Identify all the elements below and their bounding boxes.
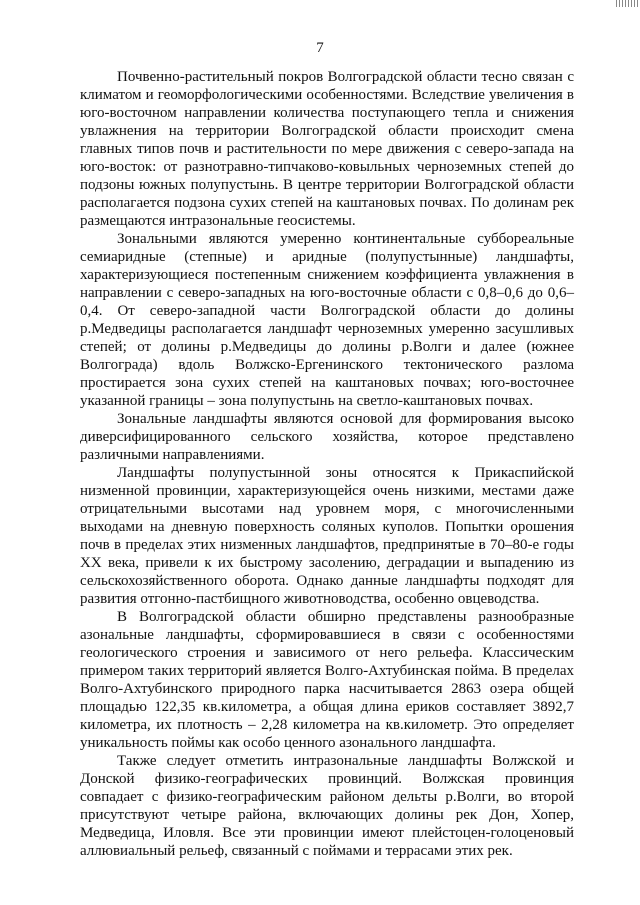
- paragraph-agriculture-basis: Зональные ландшафты являются основой для формирования высоко диверсифицированного сельского хозяйства, которое представлено различными направлениями.: [80, 411, 574, 463]
- page-number: 7: [316, 40, 324, 56]
- paragraph-soil-vegetation: Почвенно-растительный покров Волгоградской области тесно связан с климатом и геоморфологическими особенностями. Вследствие увеличения в юго-восточном направлении количества поступающего тепла и снижения увлажнения на территории Волгоградской области происходит смена главных типов почв и растительности по мере движения с северо-запада на юго-восток: от разнотравно-типчаково-ковыльных черноземных степей до подзоны южных полупустынь. В центре территории Волгоградской области располагается подзона сухих степей на каштановых почвах. По долинам рек размещаются интразональные геосистемы.: [80, 69, 574, 229]
- document-body: [80, 68, 574, 860]
- paragraph-azonal-landscapes: В Волгоградской области обширно представлены разнообразные азональные ландшафты, сформировавшиеся в связи с особенностями геологического строения и зависимого от него рельефа. Классическим примером таких территорий является Волго-Ахтубинская пойма. В пределах Волго-Ахтубинского природного парка насчитывается 2863 озера общей площадью 122,35 кв.километра, а общая длина ериков составляет 3892,7 километра, их плотность – 2,28 километра на кв.километр. Это определяет уникальность поймы как особо ценного азонального ландшафта.: [80, 609, 574, 751]
- paragraph-zonal-landscapes: Зональными являются умеренно континентальные суббореальные семиаридные (степные) и аридные (полупустынные) ландшафты, характеризующиеся постепенным снижением коэффициента увлажнения в направлении с северо-западных на юго-восточные области с 0,8–0,6 до 0,6–0,4. От северо-западной части Волгоградской области до долины р.Медведицы располагается ландшафт черноземных умеренно засушливых степей; от долины р.Медведицы до долины р.Волги и далее (южнее Волгограда) вдоль Волжско-Ергенинского тектонического разлома простирается зона сухих степей на каштановых почвах; юго-восточнее указанной границы – зона полупустынь на светло-каштановых почвах.: [80, 231, 574, 409]
- paragraph-intrazonal-landscapes: Также следует отметить интразональные ландшафты Волжской и Донской физико-географических провинций. Волжская провинция совпадает с физико-географическим районом дельты р.Волги, во второй присутствуют четыре района, включающих долины рек Дон, Хопер, Медведица, Иловля. Все эти провинции имеют плейстоцен-голоценовый аллювиальный рельеф, связанный с поймами и террасами этих рек.: [80, 753, 574, 859]
- scan-corner-mark: [616, 0, 640, 7]
- paragraph-semidesert-zone: Ландшафты полупустынной зоны относятся к Прикаспийской низменной провинции, характеризующейся очень низкими, местами даже отрицательными высотами над уровнем моря, с многочисленными выходами на дневную поверхность соляных куполов. Попытки орошения почв в пределах этих низменных ландшафтов, предпринятые в 70–80-е годы XX века, привели к их быстрому засолению, деградации и выпадению из сельскохозяйственного оборота. Однако данные ландшафты подходят для развития отгонно-пастбищного животноводства, особенно овцеводства.: [80, 465, 574, 607]
